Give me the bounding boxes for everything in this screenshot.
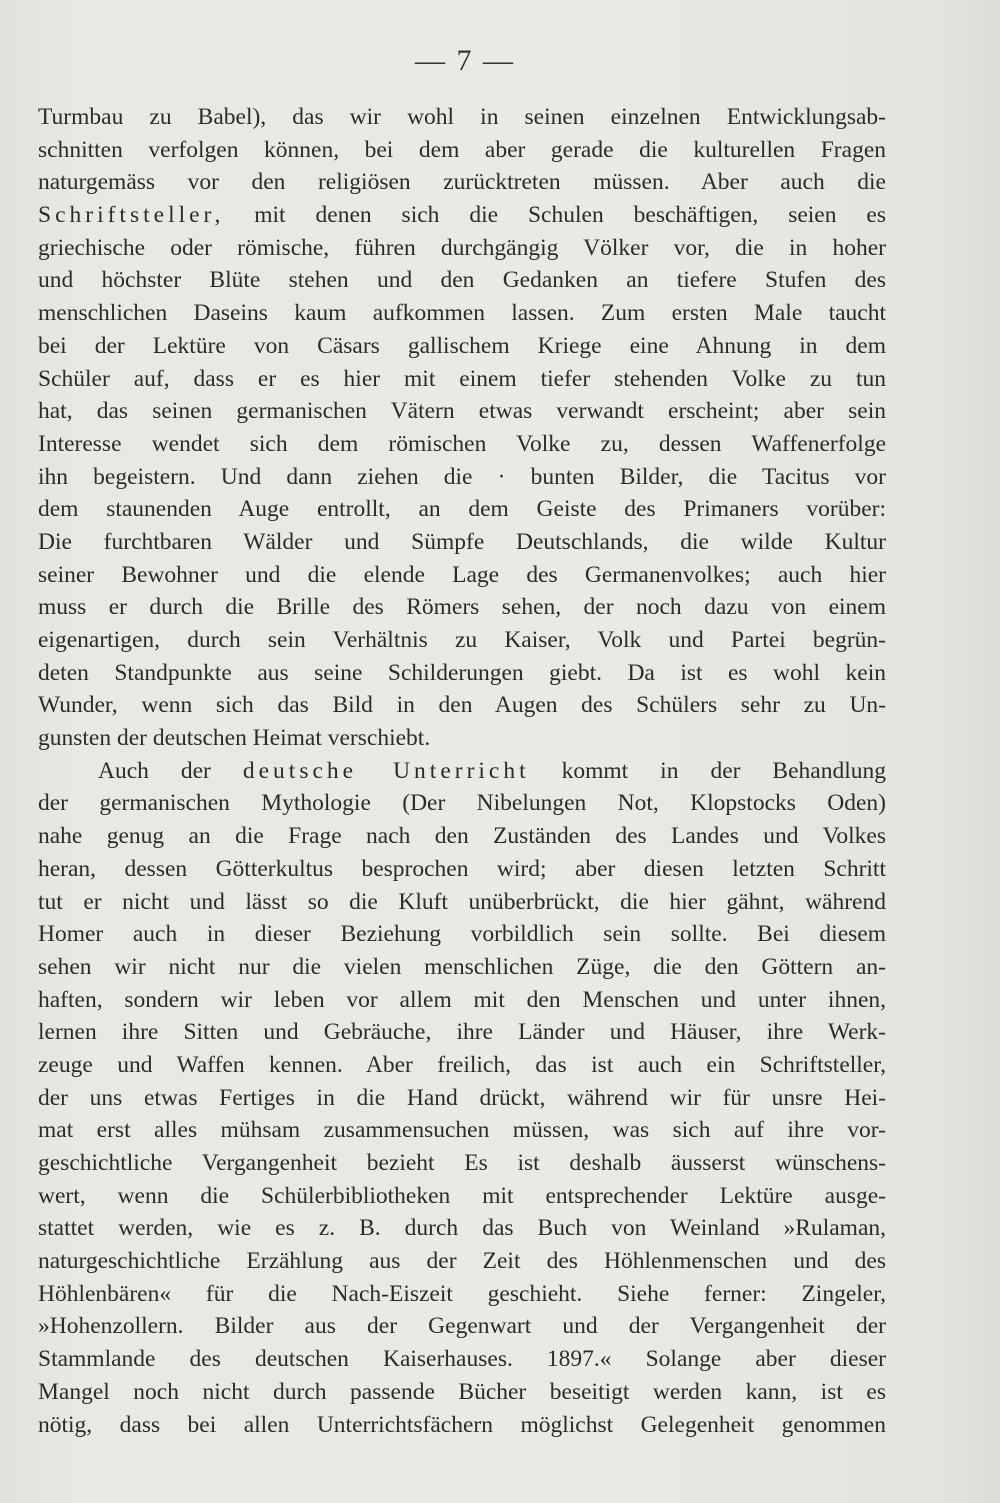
text-line: menschlichen Daseins kaum aufkommen lassen. Zum ersten Male taucht (38, 300, 886, 327)
text-line: naturgemäss vor den religiösen zurücktreten müssen. Aber auch die (38, 169, 886, 196)
text-fragment: mit denen sich die Schulen beschäftigen, seien es (224, 202, 886, 229)
text-line: dem staunenden Auge entrollt, an dem Geiste des Primaners vorüber: (38, 496, 886, 523)
text-line: Homer auch in dieser Beziehung vorbildlich sein sollte. Bei diesem (38, 921, 886, 948)
text-line: sehen wir nicht nur die vielen menschlichen Züge, die den Göttern an- (38, 953, 886, 980)
text-line: der germanischen Mythologie (Der Nibelungen Not, Klopstocks Oden) (38, 790, 886, 817)
text-line: nahe genug an die Frage nach den Zuständen des Landes und Volkes (38, 823, 886, 850)
text-line: eigenartigen, durch sein Verhältnis zu Kaiser, Volk und Partei begrün- (38, 627, 886, 653)
body-text (38, 101, 886, 1441)
page-number: — 7 — (415, 44, 515, 77)
text-line: »Hohenzollern. Bilder aus der Gegenwart und der Vergangenheit der (38, 1313, 886, 1340)
text-line: heran, dessen Götterkultus besprochen wird; aber diesen letzten Schritt (38, 855, 886, 882)
text-line: Wunder, wenn sich das Bild in den Augen des Schülers sehr zu Un- (38, 692, 886, 719)
text-line: der uns etwas Fertiges in die Hand drückt, während wir für unsre Hei- (38, 1084, 886, 1111)
text-line: tut er nicht und lässt so die Kluft unüberbrückt, die hier gähnt, während (38, 888, 886, 915)
text-line: zeuge und Waffen kennen. Aber freilich, das ist auch ein Schriftsteller, (38, 1051, 886, 1078)
text-line: geschichtliche Vergangenheit bezieht Es ist deshalb äusserst wünschens- (38, 1150, 886, 1176)
text-line: Interesse wendet sich dem römischen Volke zu, dessen Waffenerfolge (38, 430, 886, 457)
text-line: Schüler auf, dass er es hier mit einem tiefer stehenden Volke zu tun (38, 365, 886, 392)
text-line (38, 199, 886, 232)
text-line: seiner Bewohner und die elende Lage des Germanenvolkes; auch hier (38, 561, 886, 588)
text-line: griechische oder römische, führen durchgängig Völker vor, die in hoher (38, 234, 886, 261)
text-line: Die furchtbaren Wälder und Sümpfe Deutschlands, die wilde Kultur (38, 528, 886, 555)
text-line: ihn begeistern. Und dann ziehen die · bunten Bilder, die Tacitus vor (38, 463, 886, 490)
text-line (38, 755, 886, 788)
text-fragment: Auch der (98, 757, 243, 784)
text-fragment: kommt in der Behandlung (529, 757, 886, 784)
emphasized-term: deutsche Unterricht (242, 757, 530, 784)
text-line: gunsten der deutschen Heimat verschiebt. (38, 725, 431, 752)
text-line: Stammlande des deutschen Kaiserhauses. 1897.« Solange aber dieser (38, 1346, 886, 1373)
text-line: Turmbau zu Babel), das wir wohl in seinen einzelnen Entwicklungsab- (38, 104, 886, 130)
text-line: Höhlenbären« für die Nach-Eiszeit geschieht. Siehe ferner: Zingeler, (38, 1280, 886, 1307)
text-line: schnitten verfolgen können, bei dem aber gerade die kulturellen Fragen (38, 136, 886, 163)
text-line: wert, wenn die Schülerbibliotheken mit entsprechender Lektüre ausge- (38, 1182, 886, 1209)
text-line: stattet werden, wie es z. B. durch das Buch von Weinland »Rulaman, (38, 1215, 886, 1242)
text-line: hat, das seinen germanischen Vätern etwas verwandt erscheint; aber sein (38, 398, 886, 425)
text-line: haften, sondern wir leben vor allem mit den Menschen und unter ihnen, (38, 986, 886, 1013)
text-line: Mangel noch nicht durch passende Bücher beseitigt werden kann, ist es (38, 1378, 886, 1405)
text-line: naturgeschichtliche Erzählung aus der Zeit des Höhlenmenschen und des (38, 1248, 886, 1275)
text-line: bei der Lektüre von Cäsars gallischem Kriege eine Ahnung in dem (38, 332, 886, 359)
text-line: deten Standpunkte aus seine Schilderungen giebt. Da ist es wohl kein (38, 659, 886, 686)
text-line: mat erst alles mühsam zusammensuchen müssen, was sich auf ihre vor- (38, 1117, 886, 1144)
text-line: lernen ihre Sitten und Gebräuche, ihre Länder und Häuser, ihre Werk- (38, 1019, 886, 1046)
text-line: muss er durch die Brille des Römers sehen, der noch dazu von einem (38, 594, 886, 621)
text-line: nötig, dass bei allen Unterrichtsfächern möglichst Gelegenheit genommen (38, 1411, 886, 1438)
emphasized-term: Schriftsteller, (38, 202, 225, 229)
text-line: und höchster Blüte stehen und den Gedanken an tiefere Stufen des (38, 267, 886, 294)
